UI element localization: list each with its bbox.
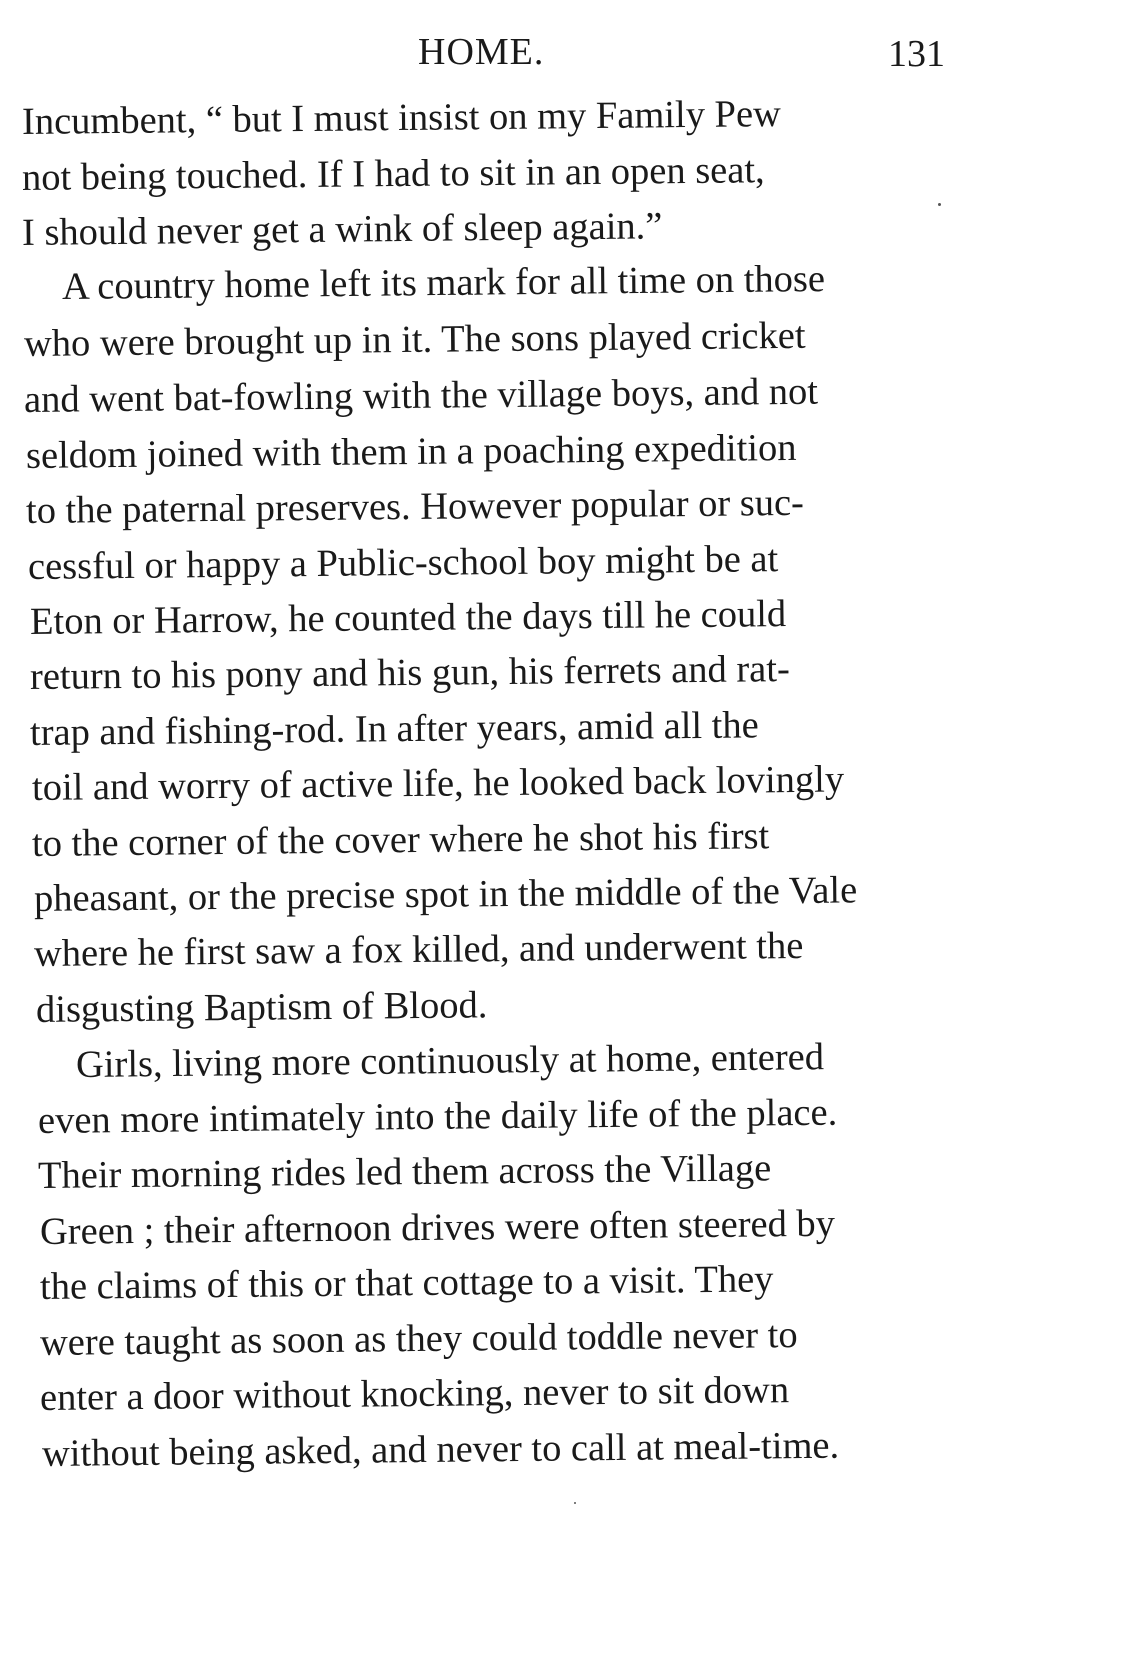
text-line: not being touched. If I had to sit in an open seat,: [21, 149, 765, 199]
text-line: cessful or happy a Public-school boy might be at: [27, 538, 779, 588]
text-line: without being asked, and never to call at meal-time.: [41, 1424, 840, 1475]
page-number: 131: [888, 33, 945, 75]
text-line: who were brought up in it. The sons played cricket: [23, 314, 806, 365]
text-line: Incumbent, “ but I must insist on my Family Pew: [21, 93, 782, 143]
text-line: A country home left its mark for all time on those: [61, 258, 826, 308]
text-line: to the paternal preserves. However popular or suc-: [25, 481, 805, 532]
text-line: where he first saw a fox killed, and underwent the: [33, 924, 804, 975]
text-line: the claims of this or that cottage to a visit. They: [39, 1258, 774, 1308]
text-line: seldom joined with them in a poaching expedition: [25, 426, 797, 477]
text-line: return to his pony and his gun, his ferrets and rat-: [29, 648, 791, 698]
text-line: Girls, living more continuously at home, entered: [75, 1036, 825, 1086]
text-line: were taught as soon as they could toddle never to: [39, 1314, 798, 1364]
text-line: and went bat-fowling with the village boys, and not: [23, 370, 819, 421]
text-line: Their morning rides led them across the Village: [37, 1147, 772, 1197]
text-line: toil and worry of active life, he looked back lovingly: [31, 758, 845, 809]
print-speck: [574, 1502, 576, 1504]
text-line: Green ; their afternoon drives were often steered by: [39, 1202, 836, 1253]
text-line: even more intimately into the daily life of the place.: [37, 1091, 838, 1142]
text-line: trap and fishing-rod. In after years, amid all the: [29, 704, 759, 754]
print-speck: [938, 203, 941, 206]
text-line: I should never get a wink of sleep again.”: [21, 205, 663, 254]
text-line: pheasant, or the precise spot in the middle of the Vale: [33, 869, 858, 920]
running-head: HOME.: [418, 31, 545, 73]
text-line: to the corner of the cover where he shot his first: [31, 815, 770, 865]
text-line: enter a door without knocking, never to sit down: [39, 1369, 790, 1419]
text-line: Eton or Harrow, he counted the days till he could: [29, 593, 787, 643]
text-line: disgusting Baptism of Blood.: [35, 984, 488, 1031]
